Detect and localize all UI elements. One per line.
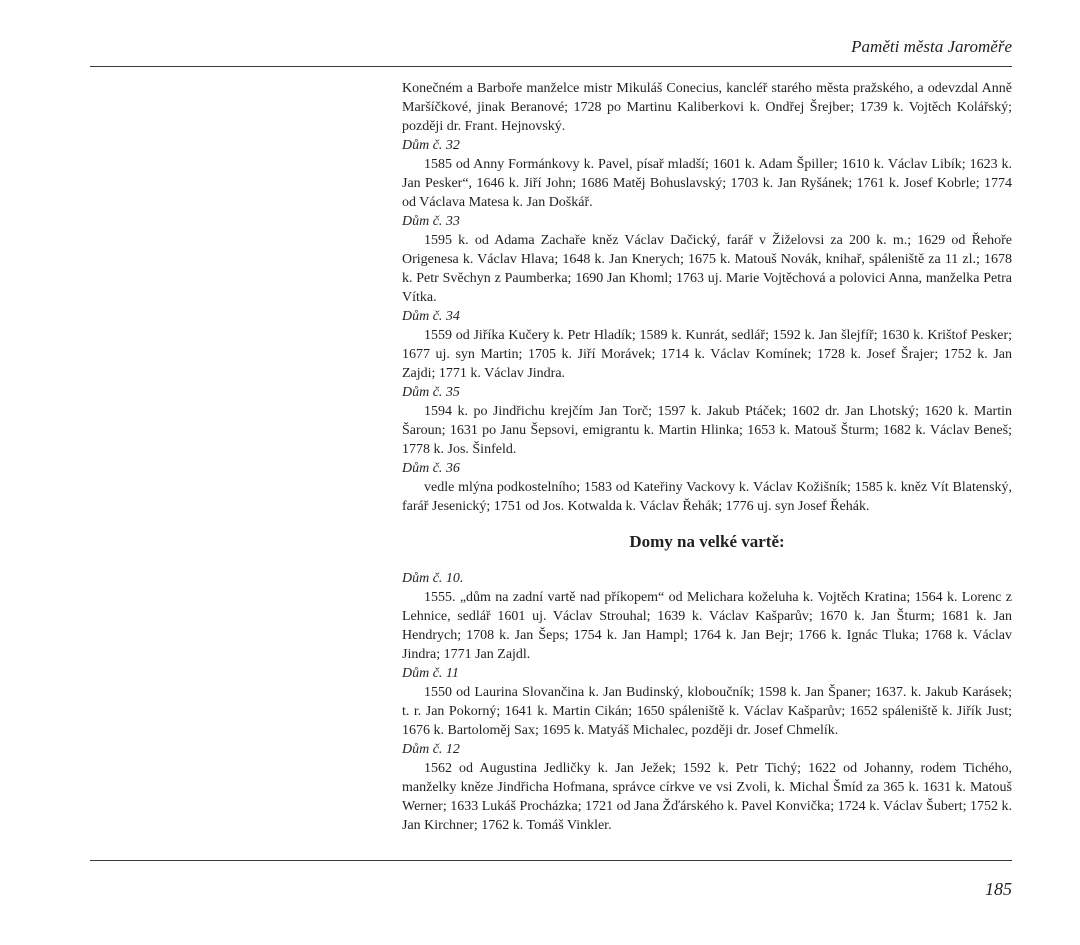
house-heading-36: Dům č. 36 <box>402 461 460 476</box>
running-title: Paměti města Jaroměře <box>851 37 1012 56</box>
house-heading-12: Dům č. 12 <box>402 742 460 757</box>
house-entry-35: 1594 k. po Jindřichu krejčím Jan Torč; 1597 k. Jakub Ptáček; 1602 dr. Jan Lhotský; 1620 k. Martin Šaroun; 1631 po Janu Šepsovi, emigrantu k. Martin Hlinka; 1653 k. Matouš Šturm; 1682 k. Václav Beneš; 1778 k. Jos. Šinfeld. <box>402 404 1012 457</box>
house-heading-10: Dům č. 10. <box>402 571 464 586</box>
footer-rule <box>90 860 1012 861</box>
house-entry-10: 1555. „dům na zadní vartě nad příkopem“ od Melichara koželuha k. Vojtěch Kratina; 1564 k. Lorenc z Lehnice, sedlář 1601 uj. Václav Strouhal; 1639 k. Václav Kašparův; 1670 k. Jan Šturm; 1681 k. Jan Hendrych; 1708 k. Jan Šeps; 1754 k. Jan Hampl; 1764 k. Jan Bejr; 1766 k. Ignác Tluka; 1768 k. Václav Jindra; 1771 Jan Zajdl. <box>402 590 1012 662</box>
text-column <box>402 79 1012 835</box>
house-entry-34: 1559 od Jiříka Kučery k. Petr Hladík; 1589 k. Kunrát, sedlář; 1592 k. Jan šlejfíř; 1630 k. Krištof Pesker; 1677 uj. syn Martin; 1705 k. Jiří Morávek; 1714 k. Václav Komínek; 1728 k. Josef Šrajer; 1752 k. Jan Zajdi; 1771 k. Václav Jindra. <box>402 328 1012 381</box>
house-heading-33: Dům č. 33 <box>402 214 460 229</box>
house-heading-11: Dům č. 11 <box>402 666 459 681</box>
section-title: Domy na velké vartě: <box>629 532 785 551</box>
header-rule <box>90 66 1012 67</box>
house-entry-32: 1585 od Anny Formánkovy k. Pavel, písař mladší; 1601 k. Adam Špiller; 1610 k. Václav Libík; 1623 k. Jan Pesker“, 1646 k. Jiří John; 1686 Matěj Bohuslavský; 1703 k. Jan Ryšánek; 1761 k. Josef Kobrle; 1774 od Václava Matesa k. Jan Doškář. <box>402 157 1012 210</box>
house-entry-11: 1550 od Laurina Slovančina k. Jan Budinský, kloboučník; 1598 k. Jan Španer; 1637. k. Jakub Karásek; t. r. Jan Pokorný; 1641 k. Martin Cikán; 1650 spáleniště k. Václav Kašparův; 1652 spáleniště k. Jiřík Just; 1676 k. Bartoloměj Sax; 1695 k. Matyáš Michalec, později dr. Josef Chmelík. <box>402 685 1012 738</box>
house-heading-32: Dům č. 32 <box>402 138 460 153</box>
intro-paragraph: Konečném a Barboře manželce mistr Mikuláš Conecius, kancléř starého města pražského, a odevzdal Anně Maršíčkové, jinak Beranové; 1728 po Martinu Kaliberkovi k. Ondřej Šrejber; 1739 k. Vojtěch Kolářský; později dr. Frant. Hejnovský. <box>402 81 1012 134</box>
house-entry-12: 1562 od Augustina Jedličky k. Jan Ježek; 1592 k. Petr Tichý; 1622 od Johanny, rodem Tichého, manželky kněze Jindřicha Hofmana, správce církve ve vsi Zvoli, k. Michal Šmíd za 365 k. 1631 k. Matouš Werner; 1633 Lukáš Procházka; 1721 od Jana Žďárského k. Pavel Konvička; 1724 k. Václav Šubert; 1752 k. Jan Kirchner; 1762 k. Tomáš Vinkler. <box>402 761 1012 833</box>
house-heading-34: Dům č. 34 <box>402 309 460 324</box>
house-heading-35: Dům č. 35 <box>402 385 460 400</box>
page-number: 185 <box>985 879 1012 899</box>
house-entry-36: vedle mlýna podkostelního; 1583 od Kateřiny Vackovy k. Václav Kožišník; 1585 k. kněz Vít Blatenský, farář Jesenický; 1751 od Jos. Kotwalda k. Václav Řehák; 1776 uj. syn Josef Řehák. <box>402 480 1012 514</box>
house-entry-33: 1595 k. od Adama Zachaře kněz Václav Dačický, farář v Žiželovsi za 200 k. m.; 1629 od Řehoře Origenesa k. Václav Hlava; 1648 k. Jan Knerych; 1675 k. Matouš Novák, knihař, spáleniště za 11 zl.; 1678 k. Petr Svěchyn z Paumberka; 1690 Jan Khoml; 1763 uj. Marie Vojtěchová a polovici Anna, manželka Petra Vítka. <box>402 233 1012 305</box>
